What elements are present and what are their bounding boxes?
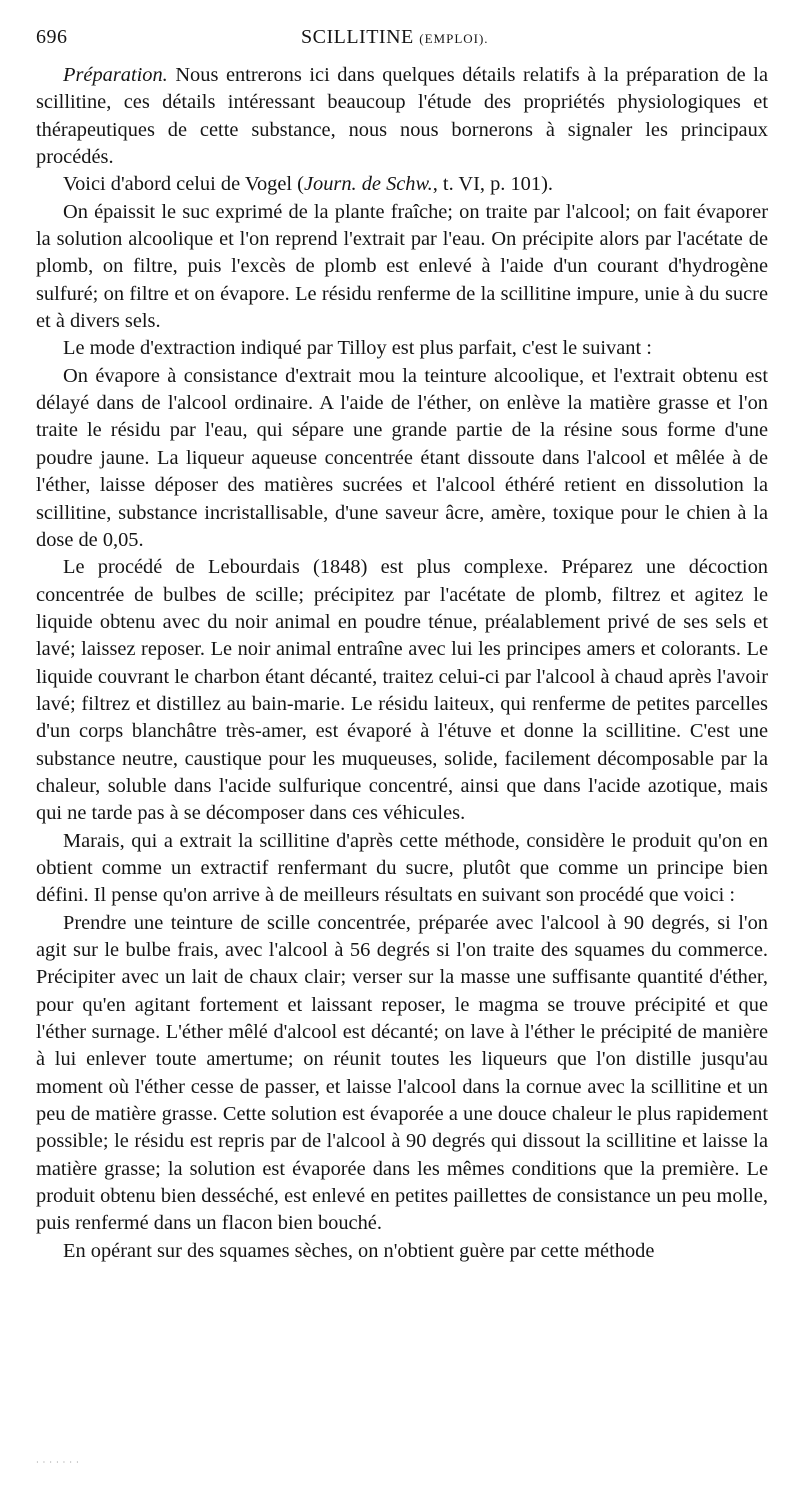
citation-italic: Journ. de Schw. xyxy=(303,173,433,196)
paragraph-marais-method: Prendre une teinture de scille concentrée, préparée avec l'alcool à 90 degrés, si l'on agit sur le bulbe frais, avec l'alcool à 56 degrés si l'on traite des squames du commerce. Précipiter avec un lait de chaux clair; verser sur la masse une suffisante quantité d'éther, pour qu'en agitant fortement et laissant reposer, le magma se trouve précipité et que l'éther surnage. L'éther mêlé d'alcool est décanté; on lave à l'éther le précipité de manière à lui enlever toute amertume; on réunit toutes les liqueurs que l'on distille jusqu'au moment où l'éther cesse de passer, et laisse l'alcool dans la cornue avec la scillitine et un peu de matière grasse. Cette solution est évaporée a une douce chaleur le plus rapidement possible; le résidu est repris par de l'alcool à 90 degrés qui dissout la scillitine et laisse la matière grasse; la solution est évaporée dans les mêmes conditions que la première. Le produit obtenu bien desséché, est enlevé en petites paillettes de consistance un peu molle, puis renfermé dans un flacon bien bouché. xyxy=(36,911,768,1235)
running-title xyxy=(301,26,489,49)
paragraph-tilloy-method: On évapore à consistance d'extrait mou la teinture alcoolique, et l'extrait obtenu est délayé dans de l'alcool ordinaire. A l'aide de l'éther, on enlève la matière grasse et l'on traite le résidu par l'eau, qui sépare une grande partie de la résine sous forme d'une poudre jaune. La liqueur aqueuse concentrée étant dissoute dans l'alcool et mêlée à de l'éther, laisse déposer des matières sucrées et l'alcool éthéré retient en dissolution la scillitine, substance incristallisable, d'une saveur âcre, amère, toxique pour le chien à la dose de 0,05. xyxy=(36,364,768,551)
paragraph-text: Voici d'abord celui de Vogel ( xyxy=(63,173,304,196)
running-title-sub: (EMPLOI). xyxy=(419,31,489,46)
paragraph-text: , t. VI, p. 101). xyxy=(432,173,553,196)
paragraph-marais: Marais, qui a extrait la scillitine d'après cette méthode, considère le produit qu'on en obtient comme un extractif renfermant du sucre, plutôt que comme un principe bien défini. Il pense qu'on arrive à de meilleurs résultats en suivant son procédé que voici : xyxy=(36,829,768,907)
paragraph-text: Nous entrerons ici dans quelques détails relatifs à la préparation de la scillitine, ces détails intéressant beaucoup l'étude des propriétés physiologiques et thérapeutiques de cette substance, nous nous bornerons à signaler les principaux procédés. xyxy=(36,64,768,169)
paragraph-lead-italic: Préparation. xyxy=(63,64,168,86)
paragraph-tilloy-intro: Le mode d'extraction indiqué par Tilloy est plus parfait, c'est le suivant : xyxy=(63,337,652,360)
paragraph-preparation xyxy=(36,62,768,171)
paragraph-vogel-intro xyxy=(36,171,768,198)
running-title-main: SCILLITINE xyxy=(301,26,414,48)
paragraph-vogel-method: On épaissit le suc exprimé de la plante fraîche; on traite par l'alcool; on fait évaporer la solution alcoolique et l'on reprend l'extrait par l'eau. On précipite alors par l'acétate de plomb, on filtre, puis l'excès de plomb est enlevé à l'aide d'un courant d'hydrogène sulfuré; on filtre et on évapore. Le résidu renferme de la scillitine impure, unie à du sucre et à divers sels. xyxy=(36,200,768,333)
paragraph-squames: En opérant sur des squames sèches, on n'obtient guère par cette méthode xyxy=(63,1239,655,1262)
scan-specks: · · · · · · · xyxy=(36,1458,80,1467)
page-body xyxy=(36,62,768,1265)
page-number: 696 xyxy=(36,26,68,48)
page-header xyxy=(36,26,768,56)
paragraph-lebourdais: Le procédé de Lebourdais (1848) est plus complexe. Préparez une décoction concentrée de bulbes de scille; précipitez par l'acétate de plomb, filtrez et agitez le liquide obtenu avec du noir animal en poudre ténue, préalablement privé de ses sels et lavé; laissez reposer. Le noir animal entraîne avec lui les principes amers et colorants. Le liquide couvrant le charbon étant décanté, traitez celui-ci par l'alcool à chaud après l'avoir lavé; filtrez et distillez au bain-marie. Le résidu laiteux, qui renferme de petites parcelles d'un corps blanchâtre très-amer, est évaporé à l'étuve et donne la scillitine. C'est une substance neutre, caustique pour les muqueuses, solide, facilement décomposable par la chaleur, soluble dans l'acide sulfurique concentré, ainsi que dans l'acide azotique, mais qui ne tarde pas à se décomposer dans ces véhicules. xyxy=(36,556,768,825)
